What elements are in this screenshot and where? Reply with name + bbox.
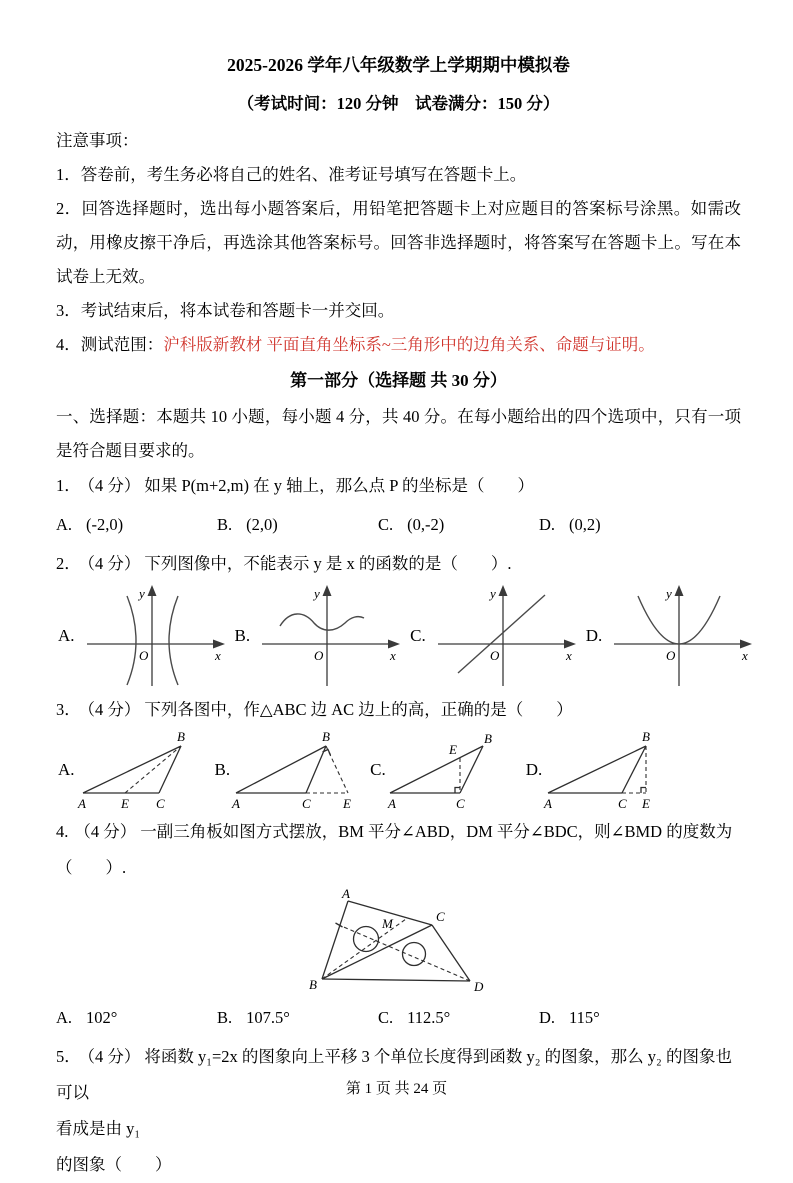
vertex-c-label: C [455, 796, 465, 811]
vertex-b-label: B [483, 731, 492, 746]
notice-item-3: 3．考试结束后，将本试卷和答题卡一并交回。 [56, 301, 395, 320]
origin-label: O [138, 648, 148, 663]
vertex-c-label: C [155, 796, 165, 811]
y-axis-label: y [314, 586, 320, 601]
q2-graph-a [77, 584, 227, 688]
section-intro: 一、选择题：本题共 10 小题，每小题 4 分，共 40 分。在每小题给出的四个选项中，只有一项是符合题目要求的。 [56, 407, 741, 460]
question-2-figures [56, 584, 749, 688]
page-title: 2025-2026 学年八年级数学上学期期中模拟卷 [227, 55, 570, 75]
vertex-e-label: E [642, 796, 651, 811]
q3-figure-b: A C E B B. [213, 730, 363, 810]
y-axis-label: y [489, 586, 496, 601]
question-3-score: （4 分） [86, 700, 141, 719]
question-1-options [56, 504, 741, 546]
question-2-score: （4 分） [86, 554, 141, 573]
q2-graph-d [604, 584, 754, 688]
vertex-c-label: C [302, 796, 311, 811]
origin-label: O [314, 648, 324, 663]
notices-heading: 注意事项： [56, 131, 139, 150]
vertex-e-label: E [448, 742, 457, 757]
q1-option-b: B. (2,0) [217, 515, 278, 534]
vertex-e-label: E [120, 796, 129, 811]
notice-item-4-scope: 沪科版新教材 平面直角坐标系~三角形中的边角关系、命题与证明。 [163, 335, 655, 354]
question-2-stem: 2． （4 分） 下列图像中，不能表示 y 是 x 的函数的是（ ）. [56, 554, 512, 573]
q2-figure-d: D. y x O [584, 584, 755, 688]
vertex-b-label: B [309, 977, 317, 992]
question-4-figure [56, 888, 741, 995]
vertex-a-label: A [387, 796, 396, 811]
q2-figure-a: A. y x O [56, 584, 227, 688]
page-subtitle: （考试时间：120 分钟 试卷满分：150 分） [237, 94, 560, 113]
vertex-a-label: A [342, 886, 350, 901]
vertex-b-label: B [642, 729, 651, 744]
q2-figure-b: B. y x O [233, 584, 403, 688]
vertex-c-label: C [618, 796, 627, 811]
question-5-number: 5． [56, 1047, 81, 1066]
question-4-options [56, 997, 741, 1039]
x-axis-label: x [565, 648, 572, 663]
q2-figure-c: C. y x O [408, 584, 578, 688]
question-5-stem-line1: 5． （4 分） 将函数 y₁=2x 的图象向上平移 3 个单位长度得到函数 y₂ 的图象，那么 y₂ 的图象也可以 [56, 1047, 732, 1102]
q4-triangle-boards-figure [306, 888, 491, 995]
notice-item-4 [56, 328, 741, 362]
x-axis-label: x [214, 648, 221, 663]
question-2-number: 2． [56, 554, 81, 573]
y-axis-label: y [138, 586, 145, 601]
section-header: 第一部分（选择题 共 30 分） [290, 371, 507, 390]
q1-option-c: C. (0,-2) [378, 515, 445, 534]
vertex-e-label: E [343, 796, 352, 811]
q2-graph-b [252, 584, 402, 688]
vertex-b-label: B [322, 729, 331, 744]
question-5-stem-line2: 看成是由 y₁ [56, 1119, 141, 1138]
question-4-number: 4. [56, 822, 69, 841]
question-1-stem: 1． （4 分） 如果 P(m+2,m) 在 y 轴上，那么点 P 的坐标是（ ） [56, 476, 534, 495]
vertex-a-label: A [232, 796, 241, 811]
question-1-score: （4 分） [86, 476, 141, 495]
q2-graph-c [428, 584, 578, 688]
x-axis-label: x [742, 648, 749, 663]
q3-triangle-b [232, 730, 362, 810]
q3-figure-c: C. A C E B [368, 730, 518, 810]
notice-item-2: 2．回答选择题时，选出每小题答案后，用铅笔把答题卡上对应题目的答案标号涂黑。如需改动，用橡皮擦干净后，再选涂其他答案标号。回答非选择题时，将答案写在答题卡上。写在本试卷上无效。 [56, 199, 741, 286]
vertex-b-label: B [176, 729, 185, 744]
question-3-stem: 3． （4 分） 下列各图中，作△ABC 边 AC 边上的高，正确的是（ ） [56, 700, 573, 719]
q1-option-d: D. (0,2) [539, 515, 601, 534]
q1-option-a: A. (-2,0) [56, 515, 124, 534]
x-axis-label: x [390, 648, 396, 663]
y-axis-label: y [666, 586, 673, 601]
point-m-label: M [382, 916, 393, 931]
vertex-a-label: A [77, 796, 86, 811]
notice-item-4-label: 4．测试范围： [56, 335, 164, 354]
q3-triangle-d [544, 730, 674, 810]
page-footer: 第 1 页 共 24 页 [345, 1081, 448, 1097]
q4-option-d: D. 115° [539, 1008, 600, 1027]
question-3-number: 3． [56, 700, 81, 719]
question-4-score: （4 分） [74, 822, 137, 841]
origin-label: O [666, 648, 676, 663]
question-3-figures [56, 730, 741, 810]
vertex-a-label: A [544, 796, 553, 811]
q4-option-c: C. 112.5° [378, 1008, 451, 1027]
q4-option-b: B. 107.5° [217, 1008, 290, 1027]
q3-figure-d: D. A C E B [524, 730, 675, 810]
vertex-c-label: C [436, 909, 445, 924]
question-1-number: 1． [56, 476, 81, 495]
q3-triangle-a [77, 730, 207, 810]
q4-option-a: A. 102° [56, 1008, 118, 1027]
notice-item-1: 1．答卷前，考生务必将自己的姓名、准考证号填写在答题卡上。 [56, 165, 527, 184]
question-5-stem-line3: 的图象（ ） [56, 1155, 172, 1174]
vertex-d-label: D [474, 979, 484, 994]
q3-triangle-c [388, 730, 518, 810]
question-4-stem: 4. （4 分） 一副三角板如图方式摆放，BM 平分∠ABD，DM 平分∠BDC，则∠BMD 的度数为（ ）. [56, 822, 733, 877]
q3-figure-a: A. A E C B [56, 730, 207, 810]
origin-label: O [489, 648, 500, 663]
question-5-score: （4 分） [86, 1047, 141, 1066]
